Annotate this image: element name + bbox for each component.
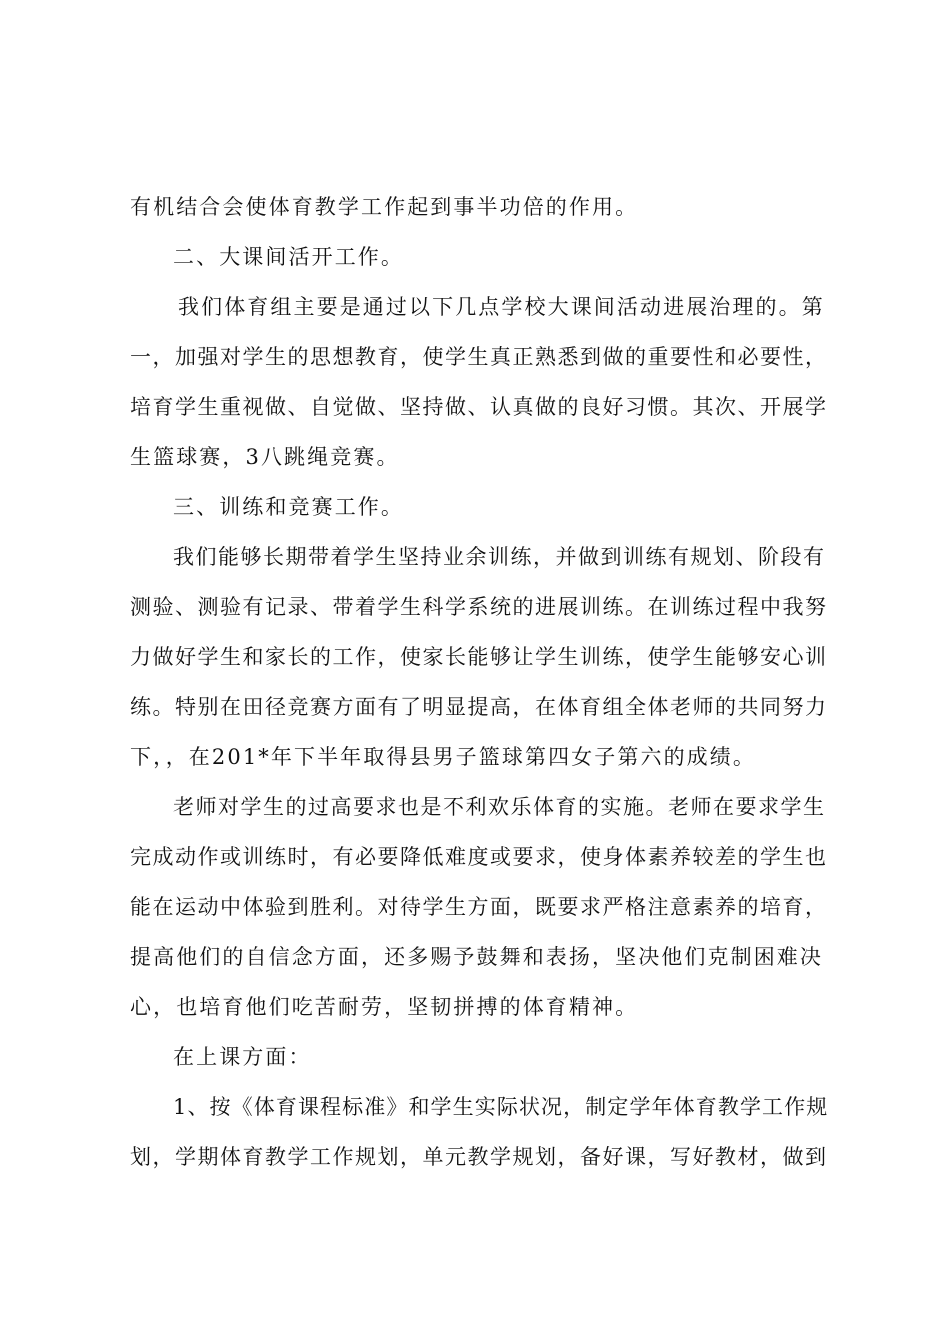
paragraph-line: 练。特别在田径竞赛方面有了明显提高，在体育组全体老师的共同努力 [130, 695, 828, 719]
paragraph-line: 下，，在201*年下半年取得县男子篮球第四女子第六的成绩。 [130, 745, 756, 769]
section-heading: 二、大课间活开工作。 [173, 245, 404, 269]
paragraph-line: 1、按《体育课程标准》和学生实际状况，制定学年体育教学工作规 [173, 1095, 829, 1119]
paragraph-line: 有机结合会使体育教学工作起到事半功倍的作用。 [130, 195, 639, 219]
paragraph-line: 完成动作或训练时，有必要降低难度或要求，使身体素养较差的学生也 [130, 845, 828, 869]
paragraph-line: 培育学生重视做、自觉做、坚持做、认真做的良好习惯。其次、开展学 [130, 395, 828, 419]
paragraph-line: 一，加强对学生的思想教育，使学生真正熟悉到做的重要性和必要性， [130, 345, 828, 369]
paragraph-line: 提高他们的自信念方面，还多赐予鼓舞和表扬，坚决他们克制困难决 [130, 945, 823, 969]
paragraph-line: 能在运动中体验到胜利。对待学生方面，既要求严格注意素养的培育， [130, 895, 828, 919]
section-heading: 在上课方面： [173, 1045, 312, 1069]
paragraph-line: 心，也培育他们吃苦耐劳，坚韧拼搏的体育精神。 [130, 995, 639, 1019]
paragraph-line: 我们能够长期带着学生坚持业余训练，并做到训练有规划、阶段有 [173, 545, 826, 569]
section-heading: 三、训练和竞赛工作。 [173, 495, 404, 519]
paragraph-line: 生篮球赛，3八跳绳竞赛。 [130, 445, 400, 469]
paragraph-line: 力做好学生和家长的工作，使家长能够让学生训练，使学生能够安心训 [130, 645, 828, 669]
paragraph-line: 测验、测验有记录、带着学生科学系统的进展训练。在训练过程中我努 [130, 595, 828, 619]
paragraph-line: 我们体育组主要是通过以下几点学校大课间活动进展治理的。第 [178, 295, 825, 319]
paragraph-line: 划，学期体育教学工作规划，单元教学规划，备好课，写好教材，做到 [130, 1145, 828, 1169]
paragraph-line: 老师对学生的过高要求也是不利欢乐体育的实施。老师在要求学生 [173, 795, 826, 819]
